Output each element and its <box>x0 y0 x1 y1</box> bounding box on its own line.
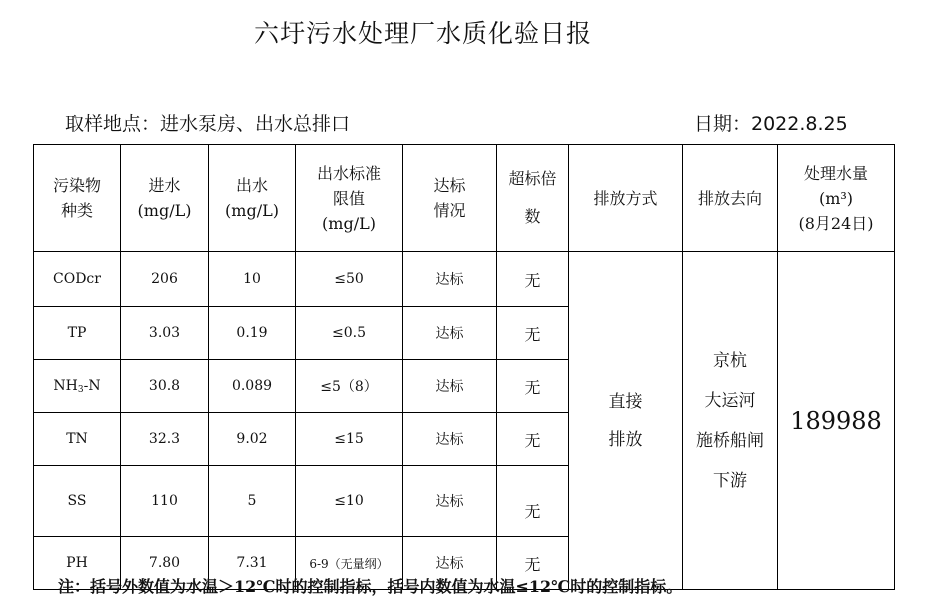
volume-cell: 189988 <box>778 252 895 590</box>
influent-cell: 7.80 <box>121 537 209 590</box>
exceed-cell: 无 <box>497 307 569 360</box>
limit-cell: ≤15 <box>296 413 403 466</box>
status-cell: 达标 <box>403 307 497 360</box>
status-cell: 达标 <box>403 413 497 466</box>
effluent-cell: 9.02 <box>209 413 296 466</box>
header-exceed: 超标倍 数 <box>497 145 569 252</box>
limit-cell: ≤0.5 <box>296 307 403 360</box>
limit-cell: ≤10 <box>296 466 403 537</box>
limit-cell: ≤5（8） <box>296 360 403 413</box>
status-cell: 达标 <box>403 360 497 413</box>
limit-cell: 6-9（无量纲） <box>296 537 403 590</box>
pollutant-cell: SS <box>34 466 121 537</box>
exceed-cell: 无 <box>497 360 569 413</box>
header-status: 达标 情况 <box>403 145 497 252</box>
exceed-cell: 无 <box>497 466 569 537</box>
influent-cell: 3.03 <box>121 307 209 360</box>
status-cell: 达标 <box>403 252 497 307</box>
effluent-cell: 0.19 <box>209 307 296 360</box>
footnote: 注：括号外数值为水温＞12℃时的控制指标，括号内数值为水温≤12℃时的控制指标。 <box>58 577 683 596</box>
report-title: 六圩污水处理厂水质化验日报 <box>253 19 592 48</box>
effluent-cell: 0.089 <box>209 360 296 413</box>
influent-cell: 206 <box>121 252 209 307</box>
header-limit: 出水标准 限值 (mg/L) <box>296 145 403 252</box>
pollutant-cell: PH <box>34 537 121 590</box>
status-cell: 达标 <box>403 466 497 537</box>
water-quality-table <box>33 144 895 590</box>
pollutant-cell: CODcr <box>34 252 121 307</box>
discharge-direction-cell: 京杭 大运河 施桥船闸 下游 <box>683 252 778 590</box>
header-row <box>34 145 895 252</box>
header-pollutant: 污染物 种类 <box>34 145 121 252</box>
pollutant-cell: $NH_3-N$ <box>34 360 121 413</box>
limit-cell: ≤50 <box>296 252 403 307</box>
discharge-mode-cell: 直接 排放 <box>569 252 683 590</box>
exceed-cell: 无 <box>497 537 569 590</box>
exceed-cell: 无 <box>497 252 569 307</box>
influent-cell: 110 <box>121 466 209 537</box>
header-volume: 处理水量 (m³) (8月24日) <box>778 145 895 252</box>
header-effluent: 出水 (mg/L) <box>209 145 296 252</box>
pollutant-cell: TP <box>34 307 121 360</box>
effluent-cell: 10 <box>209 252 296 307</box>
exceed-cell: 无 <box>497 413 569 466</box>
report-date: 日期：2022.8.25 <box>694 113 848 135</box>
header-discharge-direction: 排放去向 <box>683 145 778 252</box>
header-influent: 进水 (mg/L) <box>121 145 209 252</box>
pollutant-cell: TN <box>34 413 121 466</box>
header-discharge-mode: 排放方式 <box>569 145 683 252</box>
influent-cell: 30.8 <box>121 360 209 413</box>
influent-cell: 32.3 <box>121 413 209 466</box>
effluent-cell: 7.31 <box>209 537 296 590</box>
table-row <box>34 252 895 307</box>
sampling-location: 取样地点：进水泵房、出水总排口 <box>65 113 351 135</box>
status-cell: 达标 <box>403 537 497 590</box>
effluent-cell: 5 <box>209 466 296 537</box>
